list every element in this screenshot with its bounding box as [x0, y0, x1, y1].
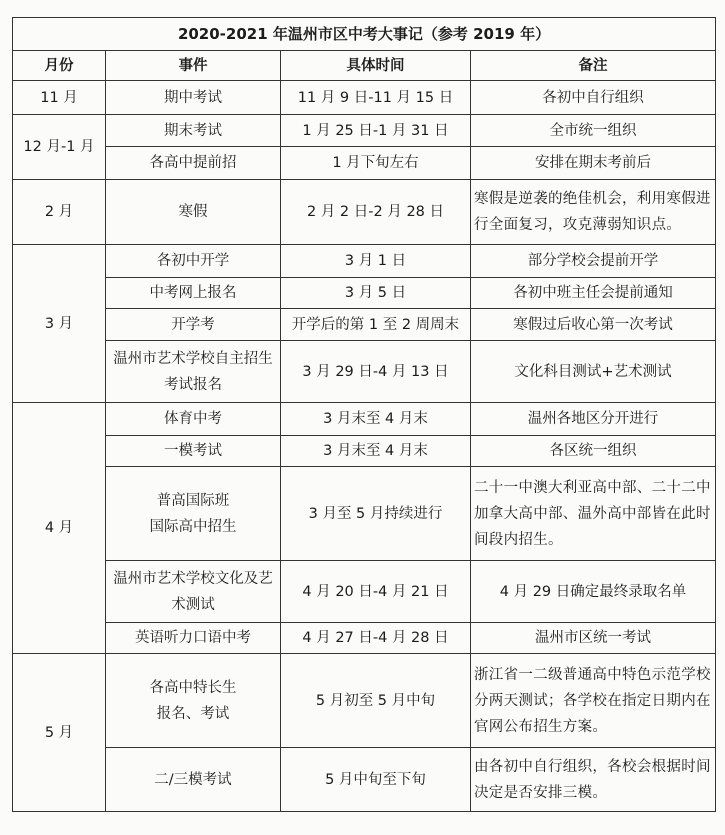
table-row — [13, 278, 716, 309]
table-row — [13, 403, 716, 436]
time-cell: 4 月 27 日-4 月 28 日 — [281, 623, 471, 654]
header-row — [13, 51, 716, 81]
time-cell: 3 月末至 4 月末 — [281, 403, 471, 436]
note-cell: 寒假是逆袭的绝佳机会，利用寒假进行全面复习，攻克薄弱知识点。 — [471, 180, 716, 245]
header-event: 事件 — [106, 51, 281, 81]
time-cell: 开学后的第 1 至 2 周周末 — [281, 309, 471, 341]
event-cell: 各高中提前招 — [106, 147, 281, 180]
time-cell: 3 月 1 日 — [281, 245, 471, 278]
time-cell: 5 月初至 5 月中旬 — [281, 654, 471, 748]
event-cell: 期末考试 — [106, 115, 281, 147]
note-cell: 部分学校会提前开学 — [471, 245, 716, 278]
table-row — [13, 81, 716, 115]
time-cell: 1 月 25 日-1 月 31 日 — [281, 115, 471, 147]
time-cell: 3 月 5 日 — [281, 278, 471, 309]
table-row — [13, 561, 716, 623]
table-row — [13, 467, 716, 561]
note-cell: 二十一中澳大利亚高中部、二十二中加拿大高中部、温外高中部皆在此时间段内招生。 — [471, 467, 716, 561]
table-row — [13, 436, 716, 467]
event-cell: 二/三模考试 — [106, 748, 281, 812]
event-cell: 各高中特长生 报名、考试 — [106, 654, 281, 748]
event-cell: 普高国际班 国际高中招生 — [106, 467, 281, 561]
month-cell: 2 月 — [13, 180, 106, 245]
note-cell: 温州各地区分开进行 — [471, 403, 716, 436]
time-cell: 4 月 20 日-4 月 21 日 — [281, 561, 471, 623]
time-cell: 11 月 9 日-11 月 15 日 — [281, 81, 471, 115]
event-cell: 一模考试 — [106, 436, 281, 467]
event-cell: 期中考试 — [106, 81, 281, 115]
event-cell: 开学考 — [106, 309, 281, 341]
time-cell: 1 月下旬左右 — [281, 147, 471, 180]
note-cell: 各初中班主任会提前通知 — [471, 278, 716, 309]
table-row — [13, 147, 716, 180]
month-cell: 4 月 — [13, 403, 106, 654]
note-cell: 文化科目测试+艺术测试 — [471, 341, 716, 403]
table-row — [13, 623, 716, 654]
note-cell: 温州市区统一考试 — [471, 623, 716, 654]
note-cell: 4 月 29 日确定最终录取名单 — [471, 561, 716, 623]
event-cell: 体育中考 — [106, 403, 281, 436]
schedule-table — [12, 17, 716, 812]
event-cell: 寒假 — [106, 180, 281, 245]
table-row — [13, 180, 716, 245]
note-cell: 各初中自行组织 — [471, 81, 716, 115]
table-row — [13, 654, 716, 748]
note-cell: 寒假过后收心第一次考试 — [471, 309, 716, 341]
header-note: 备注 — [471, 51, 716, 81]
time-cell: 3 月至 5 月持续进行 — [281, 467, 471, 561]
table-row — [13, 115, 716, 147]
event-cell: 温州市艺术学校文化及艺术测试 — [106, 561, 281, 623]
time-cell: 3 月末至 4 月末 — [281, 436, 471, 467]
month-cell: 12 月-1 月 — [13, 115, 106, 180]
table-row — [13, 748, 716, 812]
event-cell: 中考网上报名 — [106, 278, 281, 309]
note-cell: 浙江省一二级普通高中特色示范学校分两天测试；各学校在指定日期内在官网公布招生方案。 — [471, 654, 716, 748]
header-month: 月份 — [13, 51, 106, 81]
table-row — [13, 309, 716, 341]
table-row — [13, 341, 716, 403]
time-cell: 3 月 29 日-4 月 13 日 — [281, 341, 471, 403]
event-cell: 英语听力口语中考 — [106, 623, 281, 654]
event-cell: 温州市艺术学校自主招生考试报名 — [106, 341, 281, 403]
note-cell: 各区统一组织 — [471, 436, 716, 467]
month-cell: 3 月 — [13, 245, 106, 403]
note-cell: 安排在期末考前后 — [471, 147, 716, 180]
event-cell: 各初中开学 — [106, 245, 281, 278]
time-cell: 2 月 2 日-2 月 28 日 — [281, 180, 471, 245]
header-time: 具体时间 — [281, 51, 471, 81]
month-cell: 11 月 — [13, 81, 106, 115]
note-cell: 全市统一组织 — [471, 115, 716, 147]
time-cell: 5 月中旬至下旬 — [281, 748, 471, 812]
page-title: 2020-2021 年温州市区中考大事记（参考 2019 年） — [13, 18, 716, 51]
note-cell: 由各初中自行组织，各校会根据时间决定是否安排三模。 — [471, 748, 716, 812]
table-row — [13, 245, 716, 278]
month-cell: 5 月 — [13, 654, 106, 812]
